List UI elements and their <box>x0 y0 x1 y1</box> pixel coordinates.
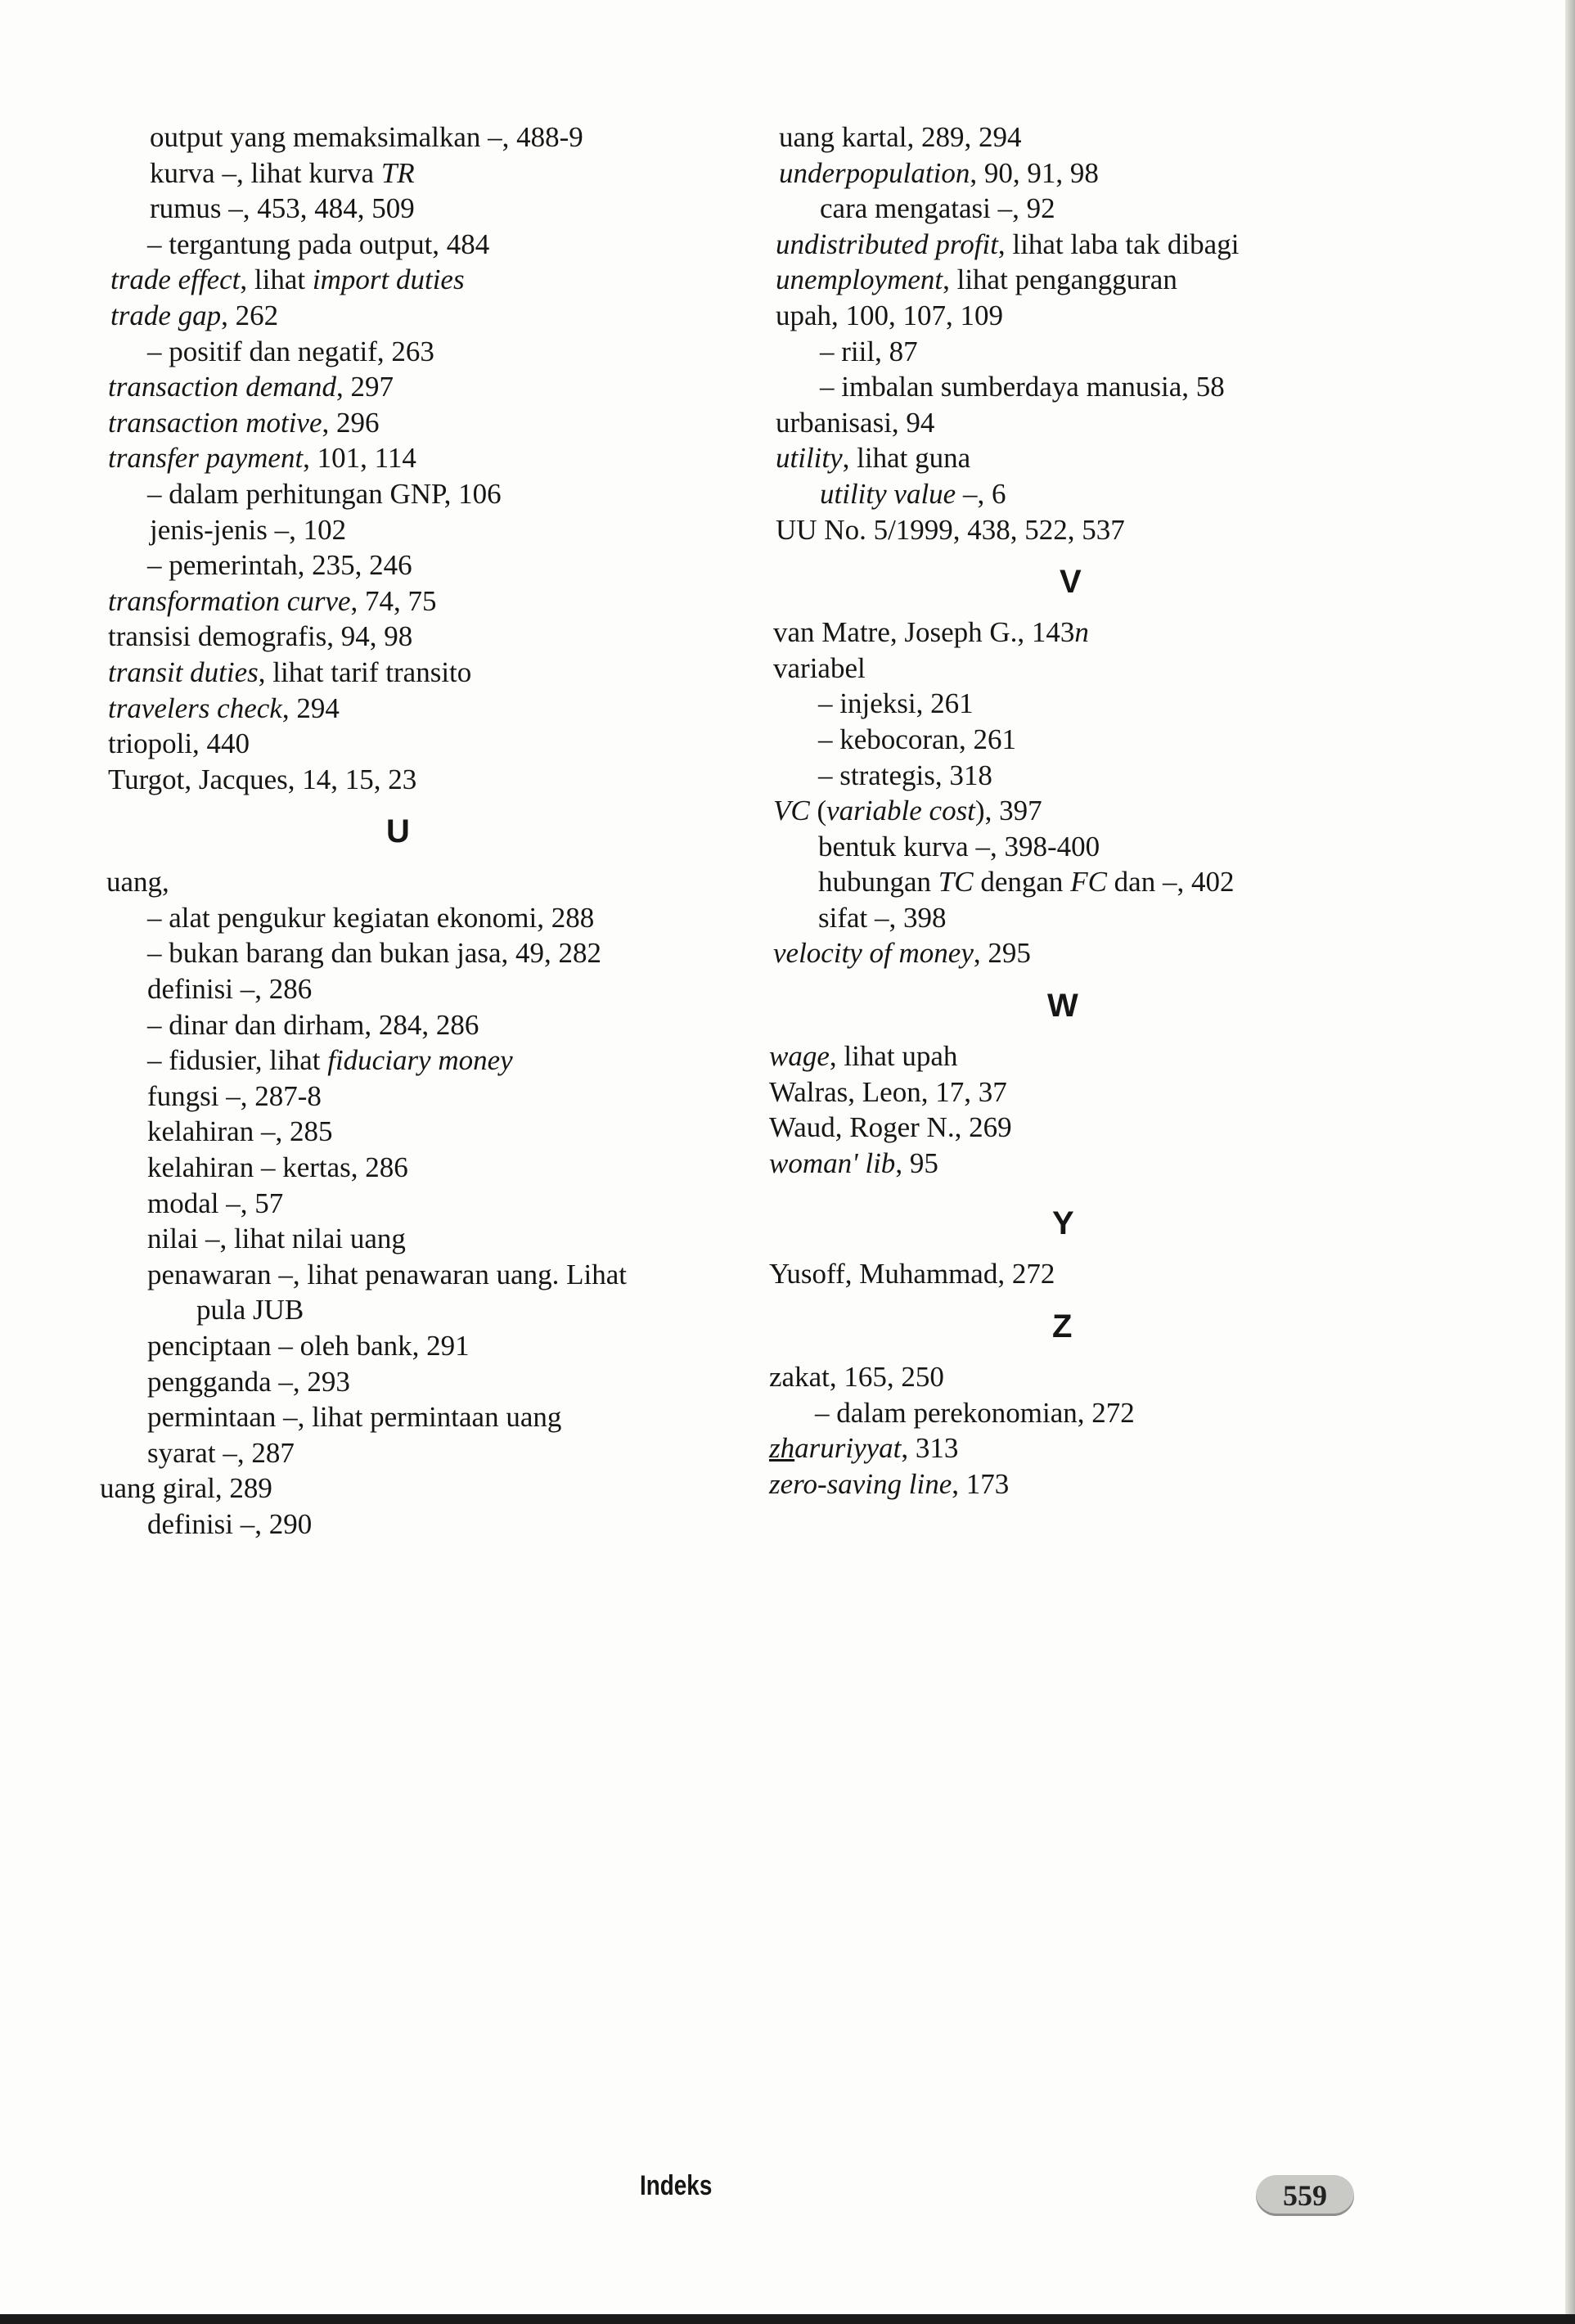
index-entry: Walras, Leon, 17, 37 <box>769 1075 1007 1108</box>
index-entry: urbanisasi, 94 <box>776 406 935 439</box>
index-entry: Turgot, Jacques, 14, 15, 23 <box>108 763 417 795</box>
index-entry: variabel <box>773 651 866 684</box>
index-entry: – pemerintah, 235, 246 <box>147 549 412 582</box>
index-entry: kelahiran –, 285 <box>147 1115 333 1148</box>
index-entry: jenis-jenis –, 102 <box>150 513 347 546</box>
index-entry: permintaan –, lihat permintaan uang <box>147 1401 562 1434</box>
index-entry: zero-saving line, 173 <box>769 1467 1010 1500</box>
index-entry: zharuriyyat, 313 <box>769 1432 959 1465</box>
index-entry: syarat –, 287 <box>147 1436 295 1469</box>
index-entry: trade gap, 262 <box>110 299 279 331</box>
index-entry: kelahiran – kertas, 286 <box>147 1151 408 1184</box>
index-entry: – imbalan sumberdaya manusia, 58 <box>820 371 1225 403</box>
index-entry: rumus –, 453, 484, 509 <box>150 192 415 225</box>
index-entry: underpopulation, 90, 91, 98 <box>779 156 1099 189</box>
index-entry: nilai –, lihat nilai uang <box>147 1223 406 1255</box>
footer-title: Indeks <box>640 2170 713 2201</box>
index-entry: Yusoff, Muhammad, 272 <box>769 1258 1055 1290</box>
index-entry: velocity of money, 295 <box>773 937 1031 970</box>
index-entry: Waud, Roger N., 269 <box>769 1111 1012 1144</box>
page-number: 559 <box>1256 2175 1354 2216</box>
index-left-column <box>98 119 753 1543</box>
index-entry: triopoli, 440 <box>108 727 250 760</box>
index-entry: – alat pengukur kegiatan ekonomi, 288 <box>147 901 595 934</box>
section-letter-w: W <box>1047 988 1078 1025</box>
index-entry: van Matre, Joseph G., 143n <box>773 616 1089 649</box>
index-entry: – riil, 87 <box>820 335 918 367</box>
index-entry: trade effect, lihat import duties <box>110 263 465 296</box>
index-entry: travelers check, 294 <box>108 691 340 724</box>
section-letter-u: U <box>386 813 410 850</box>
index-entry: transit duties, lihat tarif transito <box>108 655 472 688</box>
page-edge-shadow <box>1565 0 1575 2324</box>
index-entry: – fidusier, lihat fiduciary money <box>147 1044 513 1077</box>
index-entry: – strategis, 318 <box>818 759 992 791</box>
index-entry: utility, lihat guna <box>776 442 971 475</box>
index-entry: transformation curve, 74, 75 <box>108 584 437 617</box>
index-entry: hubungan TC dengan FC dan –, 402 <box>818 866 1235 899</box>
index-right-column <box>769 119 1342 1502</box>
index-entry: – positif dan negatif, 263 <box>147 335 434 367</box>
index-entry: bentuk kurva –, 398-400 <box>818 830 1100 862</box>
index-entry: output yang memaksimalkan –, 488-9 <box>150 121 583 153</box>
index-entry: penciptaan – oleh bank, 291 <box>147 1330 470 1362</box>
index-entry: – injeksi, 261 <box>818 687 974 720</box>
section-letter-v: V <box>1060 564 1082 601</box>
index-entry: utility value –, 6 <box>820 477 1006 510</box>
index-entry: UU No. 5/1999, 438, 522, 537 <box>776 513 1125 546</box>
index-entry: – dalam perhitungan GNP, 106 <box>147 477 502 510</box>
index-entry: – dalam perekonomian, 272 <box>815 1396 1135 1429</box>
index-entry: modal –, 57 <box>147 1187 284 1219</box>
index-entry: fungsi –, 287-8 <box>147 1079 322 1112</box>
index-entry-continuation: pula JUB <box>196 1294 304 1326</box>
index-entry: definisi –, 286 <box>147 973 313 1006</box>
section-letter-y: Y <box>1052 1205 1074 1242</box>
index-entry: upah, 100, 107, 109 <box>776 299 1004 331</box>
index-entry: – dinar dan dirham, 284, 286 <box>147 1008 479 1041</box>
index-entry: woman' lib, 95 <box>769 1146 938 1179</box>
index-entry: definisi –, 290 <box>147 1507 313 1540</box>
index-entry: uang giral, 289 <box>100 1472 272 1505</box>
index-entry: uang, <box>106 866 169 899</box>
page-edge-bottom <box>0 2314 1575 2324</box>
index-entry: uang kartal, 289, 294 <box>779 121 1022 153</box>
index-entry: transaction motive, 296 <box>108 406 380 439</box>
index-entry: transfer payment, 101, 114 <box>108 442 416 475</box>
index-entry: – kebocoran, 261 <box>818 723 1017 755</box>
index-entry: wage, lihat upah <box>769 1040 958 1073</box>
index-entry: transaction demand, 297 <box>108 371 394 403</box>
index-entry: zakat, 165, 250 <box>769 1361 944 1394</box>
section-letter-z: Z <box>1052 1308 1073 1345</box>
index-entry: penawaran –, lihat penawaran uang. Lihat <box>147 1258 627 1290</box>
index-entry: unemployment, lihat pengangguran <box>776 263 1177 296</box>
index-entry: undistributed profit, lihat laba tak dibagi <box>776 227 1240 260</box>
index-entry: pengganda –, 293 <box>147 1365 350 1398</box>
index-entry: – tergantung pada output, 484 <box>147 227 490 260</box>
index-entry: sifat –, 398 <box>818 901 947 934</box>
index-entry: cara mengatasi –, 92 <box>820 192 1055 225</box>
index-entry: kurva –, lihat kurva TR <box>150 156 415 189</box>
index-entry: transisi demografis, 94, 98 <box>108 620 413 653</box>
index-entry: – bukan barang dan bukan jasa, 49, 282 <box>147 937 601 970</box>
index-entry: VC (variable cost), 397 <box>773 795 1042 827</box>
